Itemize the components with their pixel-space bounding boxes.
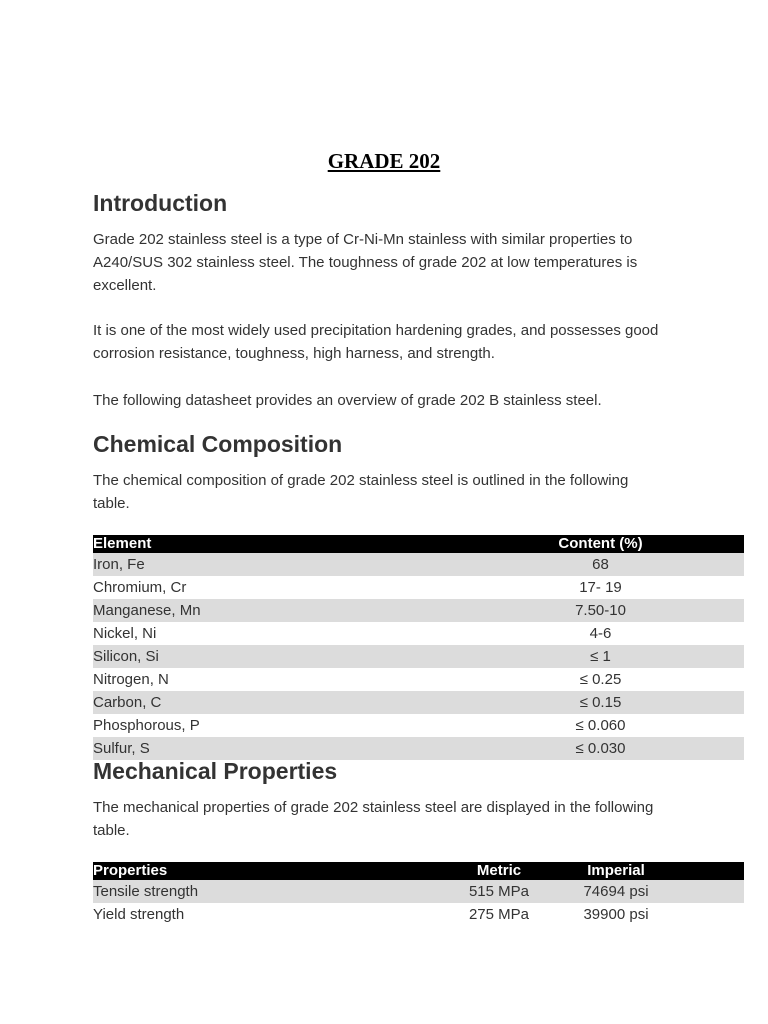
content-cell: ≤ 0.030	[508, 737, 693, 760]
element-cell: Silicon, Si	[93, 645, 508, 668]
table-row	[93, 576, 744, 599]
table-row	[93, 645, 744, 668]
element-cell: Iron, Fe	[93, 553, 508, 576]
property-cell: Yield strength	[93, 906, 185, 923]
table-row	[93, 553, 744, 576]
table-row	[93, 622, 744, 645]
mechanical-properties-heading: Mechanical Properties	[93, 758, 338, 784]
intro-paragraph-1: Grade 202 stainless steel is a type of Cr-Ni-Mn stainless with similar properties to A240/SUS 302 stainless steel. The toughness of grade 202 at low temperatures is excellent.	[93, 231, 638, 294]
column-header-spacer	[693, 535, 744, 553]
element-cell: Sulfur, S	[93, 737, 508, 760]
table-row	[93, 691, 744, 714]
introduction-heading: Introduction	[93, 190, 228, 216]
column-header-metric: Metric	[448, 862, 550, 880]
content-cell: ≤ 0.060	[575, 717, 626, 734]
table-header-row	[93, 535, 744, 553]
content-cell: ≤ 0.25	[579, 671, 622, 688]
element-cell: Manganese, Mn	[93, 599, 508, 622]
element-cell: Carbon, C	[93, 691, 508, 714]
imperial-cell: 74694 psi	[550, 880, 682, 903]
document-title: GRADE 202	[327, 149, 441, 173]
element-cell: Nickel, Ni	[93, 625, 157, 642]
table-row	[93, 668, 744, 691]
chemical-composition-table	[93, 535, 744, 760]
content-cell: ≤ 0.15	[508, 691, 693, 714]
content-cell: 68	[508, 553, 693, 576]
imperial-cell: 39900 psi	[583, 906, 649, 923]
mechanical-description: The mechanical properties of grade 202 stainless steel are displayed in the following table.	[93, 799, 654, 839]
content-cell: 7.50-10	[508, 599, 693, 622]
table-row	[93, 903, 744, 926]
intro-paragraph-3: The following datasheet provides an overview of grade 202 B stainless steel.	[93, 392, 602, 409]
column-header-properties: Properties	[93, 862, 448, 880]
table-row	[93, 714, 744, 737]
element-cell: Phosphorous, P	[93, 717, 200, 734]
content-cell: 17- 19	[579, 579, 622, 596]
table-header-row	[93, 862, 744, 880]
column-header-spacer	[682, 862, 744, 880]
property-cell: Tensile strength	[93, 880, 448, 903]
content-cell: ≤ 1	[508, 645, 693, 668]
chemical-composition-heading: Chemical Composition	[93, 431, 343, 457]
metric-cell: 275 MPa	[468, 906, 530, 923]
table-row	[93, 880, 744, 903]
chemical-description: The chemical composition of grade 202 stainless steel is outlined in the following table.	[93, 472, 629, 512]
column-header-content: Content (%)	[508, 535, 693, 553]
content-cell: 4-6	[589, 625, 612, 642]
metric-cell: 515 MPa	[448, 880, 550, 903]
intro-paragraph-2: It is one of the most widely used precipitation hardening grades, and possesses good corrosion resistance, toughness, high harness, and strength.	[93, 322, 659, 362]
table-row	[93, 599, 744, 622]
element-cell: Chromium, Cr	[93, 579, 187, 596]
mechanical-properties-table	[93, 862, 744, 926]
column-header-imperial: Imperial	[550, 862, 682, 880]
element-cell: Nitrogen, N	[93, 671, 169, 688]
column-header-element: Element	[93, 535, 508, 553]
